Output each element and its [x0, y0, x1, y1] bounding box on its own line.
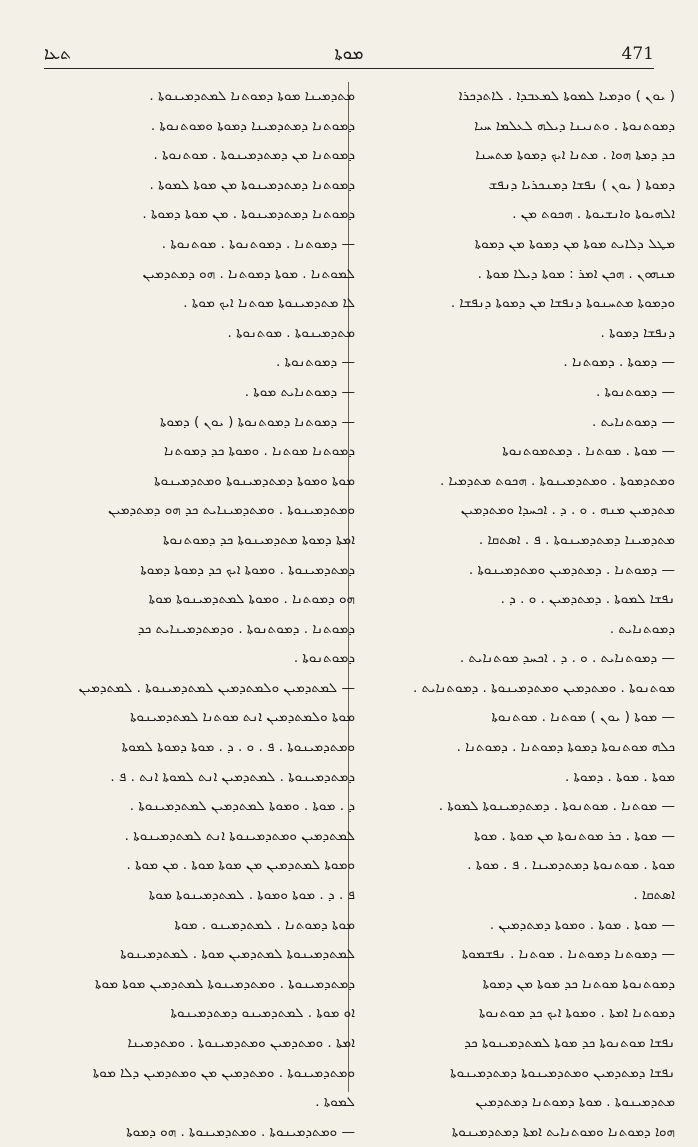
text-line: ܕܡܘܬܐ ( ܝܘܢ ) ܢܦܫܐ ܕܡܢܟܪܝܐ ܕܢܦܫ — [488, 176, 675, 193]
page-header — [44, 38, 654, 69]
text-line: ܕܡܬܕܡܝܢܘܬܐ . ܠܡܬܕܡܝܢ ܐܢܬ ܠܡܘܬܐ ܐܢܬ . ܦ . — [110, 768, 355, 785]
text-line: ܡܘܬܐ ܘܡܘܬܐ ܕܡܬܕܡܝܢܘܬܐ ܘܡܬܕܡܝܢܘܬܐ — [154, 472, 355, 489]
text-line: ( ܝܘܢ ) ܘܕܡܝܐ ܠܡܘܬܐ ܠܡܥܒܕܐ . ܠܐܬܕܟܪܐ — [458, 88, 675, 104]
text-line: ܕܡܘܬܢܐ ܐܡܬܐ . ܘܡܘܬܐ ܐܝܟ ܟܕ ܡܘܬܢܘܬܐ — [478, 1005, 675, 1022]
text-line: ܡܘܬܐ ܕܡܘܬܢܐ . ܠܡܬܕܡܝܢܘ . ܡܘܬܐ — [174, 916, 355, 933]
text-line: ܕܢܦܫܐ ܕܡܘܬܐ . — [600, 324, 675, 341]
left-column — [50, 82, 355, 1147]
text-line: ܡܬܕܡܝܢ ܡܢܗ . ܘ . ܕ . ܐܟܚܕܐ ܘܡܬܕܡܝܢ — [460, 502, 675, 519]
text-line: — ܡܘܬܐ . ܡܘܬܢܐ . ܕܡܬܡܘܬܢܘܬܐ — [502, 443, 675, 460]
text-line: ܠܡܬܕܡܝܢܘܬܐ ܠܡܬܕܡܝܢ ܡܘܬܐ . ܠܡܬܕܡܝܢܘܬܐ — [120, 946, 355, 963]
text-line: — ܕܡܘܬܢܘܬܐ . — [276, 354, 355, 371]
text-line: ܘܡܬܕܡܝܢܘܬܐ . ܘܡܬܕܡܝܢܐܝܬ ܟܕ ܗܘ ܕܡܬܕܡܝܢ — [108, 502, 355, 519]
text-line: ܡܬܕܡܝܢܘܬܐ . ܡܘܬܢܘܬܐ . — [227, 324, 355, 341]
text-line: ܕܡܘܬܢܐܝܬ . — [609, 620, 675, 637]
text-line: ܘܡܘܬܐ ܠܡܬܕܡܝܢ ܡܢ ܡܘܬܐ ܡܘܬܐ . ܡܢ ܡܘܬܐ . — [126, 857, 355, 874]
text-line: — ܕܡܘܬܢܐ . ܕܡܬܕܡܝܢ ܘܡܬܕܡܝܢܘܬܐ . — [468, 561, 675, 578]
text-line: ܕ . ܡܘܬܐ . ܘܡܘܬܐ ܠܡܬܕܡܝܢ ܠܡܬܕܡܝܢܘܬܐ . — [129, 798, 355, 815]
text-line: ܘܡܬܕܡܝܢܘܬܐ . ܦ . ܘ . ܕ . ܡܘܬܐ ܕܡܘܬܐ ܠܡܘܬܐ — [121, 739, 355, 756]
text-line: ܗܘ ܕܡܘܬܢܐ . ܘܡܘܬܐ ܠܡܬܕܡܝܢܘܬܐ ܡܘܬܐ — [148, 591, 355, 608]
text-line: ܟܠܗ ܡܘܬܢܘܬܐ ܕܡܘܬܐ ܕܡܘܬܢܐ . ܕܡܘܬܢܐ . — [456, 739, 675, 756]
text-line: ܡܘܬܐ . ܡܘܬܐ . ܕܡܘܬܐ . — [564, 768, 675, 785]
text-line: — ܡܘܬܐ . ܟܪ ܡܘܬܢܘܬܐ ܡܢ ܡܘܬܐ . ܡܘܬܐ — [474, 827, 675, 844]
text-line: ܕܡܘܬܢܐ . ܕܡܘܬܢܘܬܐ . ܘܕܡܬܕܡܝܢܐܝܬ ܟܕ — [137, 620, 355, 637]
text-line: — ܕܡܘܬܢܐ ܕܡܘܬܢܘܬܐ ( ܝܘܢ ) ܕܡܘܬܐ — [160, 413, 355, 430]
text-line: ܕܡܘܬܢܐ ܕܡܬܕܡܝܢܐ ܕܡܘܬܐ ܘܡܘܬܢܘܬܐ . — [150, 117, 355, 134]
right-column — [370, 82, 675, 1147]
text-line: ܡܢܗܘܢ . ܗܟܢ ܐܡܪ : ܡܘܬܐ ܕܝܠܐ ܡܘܬܐ . — [477, 265, 675, 282]
text-line: ܗܘܐ ܕܡܘܬܢܐ ܘܡܘܬܢܐܝܬ ܐܡܬܐ ܕܡܬܕܡܝܢܘܬܐ — [451, 1123, 675, 1140]
text-line: ܕܡܘܬܢܐ ܡܘܬܢܐ . ܘܡܘܬܐ ܟܕ ܕܡܘܬܢܐ — [163, 443, 355, 460]
text-line: — ܕܡܘܬܢܐ ܕܡܘܬܢܐ . ܡܘܬܢܐ . ܢܦܫܡܘܬܐ — [461, 946, 675, 963]
text-line: ܢܦܫܐ ܠܡܘܬܐ . ܕܡܬܕܡܝܢ . ܘ . ܕ . — [500, 591, 675, 608]
text-line: ܕܡܬܕܡܝܢܘܬܐ . ܘܡܘܬܐ ܐܝܟ ܟܕ ܕܡܘܬܐ ܕܡܘܬܐ — [140, 561, 355, 578]
text-line: — ܡܘܬܐ ( ܝܘܢ ) ܡܘܬܢܐ . ܡܘܬܢܘܬܐ — [491, 709, 675, 726]
text-line: ܐܘ ܡܘܬܐ . ܠܡܬܕܡܝܢܘ ܕܡܬܕܡܝܢܘܬܐ — [170, 1005, 355, 1022]
header-folio-syriac: ܬܥܐ — [44, 44, 72, 64]
text-line: ܠܡܘܬܢܐ . ܡܘܬܐ ܕܡܘܬܢܐ . ܗܘ ܕܡܬܕܡܝܢ — [142, 265, 355, 282]
text-line: ܢܦܫܐ ܡܘܬܢܘܬܐ ܟܕ ܡܘܬܐ ܠܡܬܕܡܝܢܘܬܐ ܟܕ — [464, 1035, 675, 1051]
text-line: ܕܡܘܬܢܐ ܕܡܬܕܡܝܢܘܬܐ . ܡܢ ܡܘܬܐ ܕܡܘܬܐ . — [142, 206, 355, 223]
text-line: ܘܡܬܕܡܘܬܐ . ܘܡܬܕܡܝܢܘܬܐ . ܗܟܘܬ ܡܬܕܡܝܐ . — [439, 472, 675, 489]
text-line: — ܕܡܘܬܢܐܝܬ . — [591, 413, 675, 430]
text-line: ܕܡܬܕܡܝܢܘܬܐ . ܘܡܬܕܡܝܢܘܬܐ ܠܡܬܕܡܝܢ ܡܘܬܐ ܡܘܬܐ — [95, 975, 355, 992]
text-line: ܟܕ ܕܡܬܐ ܗܘܐ . ܡܬܢܐ ܐܝܟ ܕܡܘܬܐ ܡܬܚܢܐ — [475, 147, 675, 164]
text-line: ܠܐ ܡܬܕܡܝܢܘܬܐ ܡܘܬܢܐ ܐܝܟ ܡܘܬܐ . — [183, 295, 355, 312]
text-line: ܡܬܕܡܝܢܘܬܐ . ܡܘܬܐ ܕܡܘܬܢܐ ܕܡܬܕܡܝܢ — [475, 1094, 675, 1111]
text-line: ܐܡܬܐ . ܘܡܬܕܡܝܢ ܘܡܬܕܡܝܢܘܬܐ . ܘܡܬܕܡܝܢܐ — [127, 1035, 355, 1051]
text-line: ܠܡܬܕܡܝܢ ܘܡܬܕܡܝܢܘܬܐ ܐܢܬ ܠܡܬܕܡܝܢܘܬܐ . — [124, 827, 355, 844]
text-line: ܠܡܘܬܐ . — [315, 1094, 355, 1111]
text-line: ܕܡܘܬܢܘܬܐ . — [293, 650, 355, 667]
text-line: ܡܛܠ ܕܠܐܝܬ ܡܘܬܐ ܡܢ ܕܡܘܬܐ ܡܢ ܕܡܘܬܐ — [474, 235, 675, 252]
text-line: ܕܡܘܬܢܐ ܡܢ ܕܡܬܕܡܝܢܘܬܐ . ܡܘܬܢܘܬܐ . — [153, 147, 355, 164]
text-line: ܕܡܘܬܢܐ ܕܡܬܕܡܝܢܘܬܐ ܡܢ ܡܘܬܐ ܠܡܘܬܐ . — [149, 176, 355, 193]
text-line: ܦ . ܕ . ܡܘܬܐ ܘܡܘܬܐ . ܠܡܬܕܡܝܢܘܬܐ ܡܘܬܐ — [148, 887, 355, 904]
text-line: ܕܡܘܬܢܘܬܐ . ܘܬܢܝܢܐ ܕܝܠܗ ܠܥܠܡܐ ܚܝܐ — [474, 117, 675, 134]
text-line: ܘܕܡܘܬܐ ܡܬܚܢܘܬܐ ܕܢܦܫܐ ܡܢ ܕܡܘܬܐ ܕܢܦܫܐ . — [450, 295, 675, 312]
text-line: ܕܡܘܬܢܘܬܐ ܡܘܬܢܐ ܟܕ ܡܘܬܐ ܡܢ ܕܡܘܬܐ — [482, 975, 675, 992]
text-line: ܐܣܬܩܐ . — [633, 887, 675, 904]
text-line: — ܡܘܬܐ . ܡܘܬܐ . ܘܡܘܬܐ ܕܡܬܕܡܝܢ . — [489, 916, 675, 933]
text-line: ܡܘܬܐ . ܡܘܬܢܘܬܐ ܕܡܬܕܡܝܢܐ . ܦ . ܡܘܬܐ . — [467, 857, 675, 874]
text-line: ܢܦܫܐ ܕܡܬܕܡܝܢ ܘܡܬܕܡܝܢܘܬܐ ܕܡܬܕܡܝܢܘܬܐ — [450, 1064, 675, 1081]
text-line: — ܡܘܬܢܐ . ܡܘܬܢܘܬܐ . ܕܡܬܕܡܝܢܘܬܐ ܠܡܘܬܐ . — [438, 798, 675, 815]
page-number: 471 — [621, 44, 654, 64]
text-line: ܐܡܬܐ ܕܡܘܬܐ ܡܬܕܡܝܢܘܬܐ ܟܕ ܕܡܘܬܢܘܬܐ — [163, 531, 355, 548]
text-line: — ܠܡܬܕܡܝܢ ܘܠܡܬܕܡܝܢ ܠܡܬܕܡܝܢܘܬܐ . ܠܡܬܕܡܝܢ — [78, 679, 355, 696]
text-line: — ܕܡܘܬܐ . ܕܡܘܬܢܐ . — [563, 354, 675, 371]
text-line: ܡܬܕܡܝܢܐ ܡܘܬܐ ܕܡܘܬܢܐ ܠܡܬܕܡܝܢܘܬܐ . — [149, 88, 355, 104]
text-line: — ܕܡܘܬܢܘܬܐ . — [596, 383, 675, 400]
header-running-title: ܡܘܬܐ — [334, 44, 364, 64]
text-line: — ܕܡܘܬܢܐܝܬ . ܘ . ܕ . ܐܟܚܕ ܡܘܬܢܐܝܬ . — [459, 650, 675, 667]
text-line: — ܘܡܬܕܡܝܢܘܬܐ . ܘܡܬܕܡܝܢܘܬܐ . ܗܘ ܕܡܘܬܐ — [126, 1123, 355, 1140]
text-line: ܘܡܬܕܡܝܢܘܬܐ . ܘܡܬܕܡܝܢ ܡܢ ܘܡܬܕܡܝܢ ܕܠܐ ܡܘܬܐ — [92, 1064, 355, 1081]
text-line: ܡܘܬܢܘܬܐ . ܘܡܬܕܡܝܢ ܘܡܬܕܡܝܢܘܬܐ . ܕܡܘܬܢܐܝܬ . — [413, 679, 675, 696]
text-line: — ܕܡܘܬܢܐ . ܕܡܘܬܢܘܬܐ . ܡܘܬܢܘܬܐ . — [161, 235, 355, 252]
text-line: ܡܬܕܡܝܢܐ ܕܡܬܕܡܝܢܘܬܐ . ܦ . ܐܣܬܩܐ . — [478, 531, 675, 548]
text-line: — ܕܡܘܬܢܐܝܬ ܡܘܬܐ . — [244, 383, 355, 400]
text-line: ܡܘܬܐ ܘܠܡܬܕܡܝܢ ܐܢܬ ܡܘܬܢܐ ܠܡܬܕܡܝܢܘܬܐ — [130, 709, 355, 726]
text-line: ܐܠܗܝܘܬܐ ܘܐܢܫܝܘܬܐ . ܗܟܘܬ ܡܢ . — [512, 206, 675, 223]
